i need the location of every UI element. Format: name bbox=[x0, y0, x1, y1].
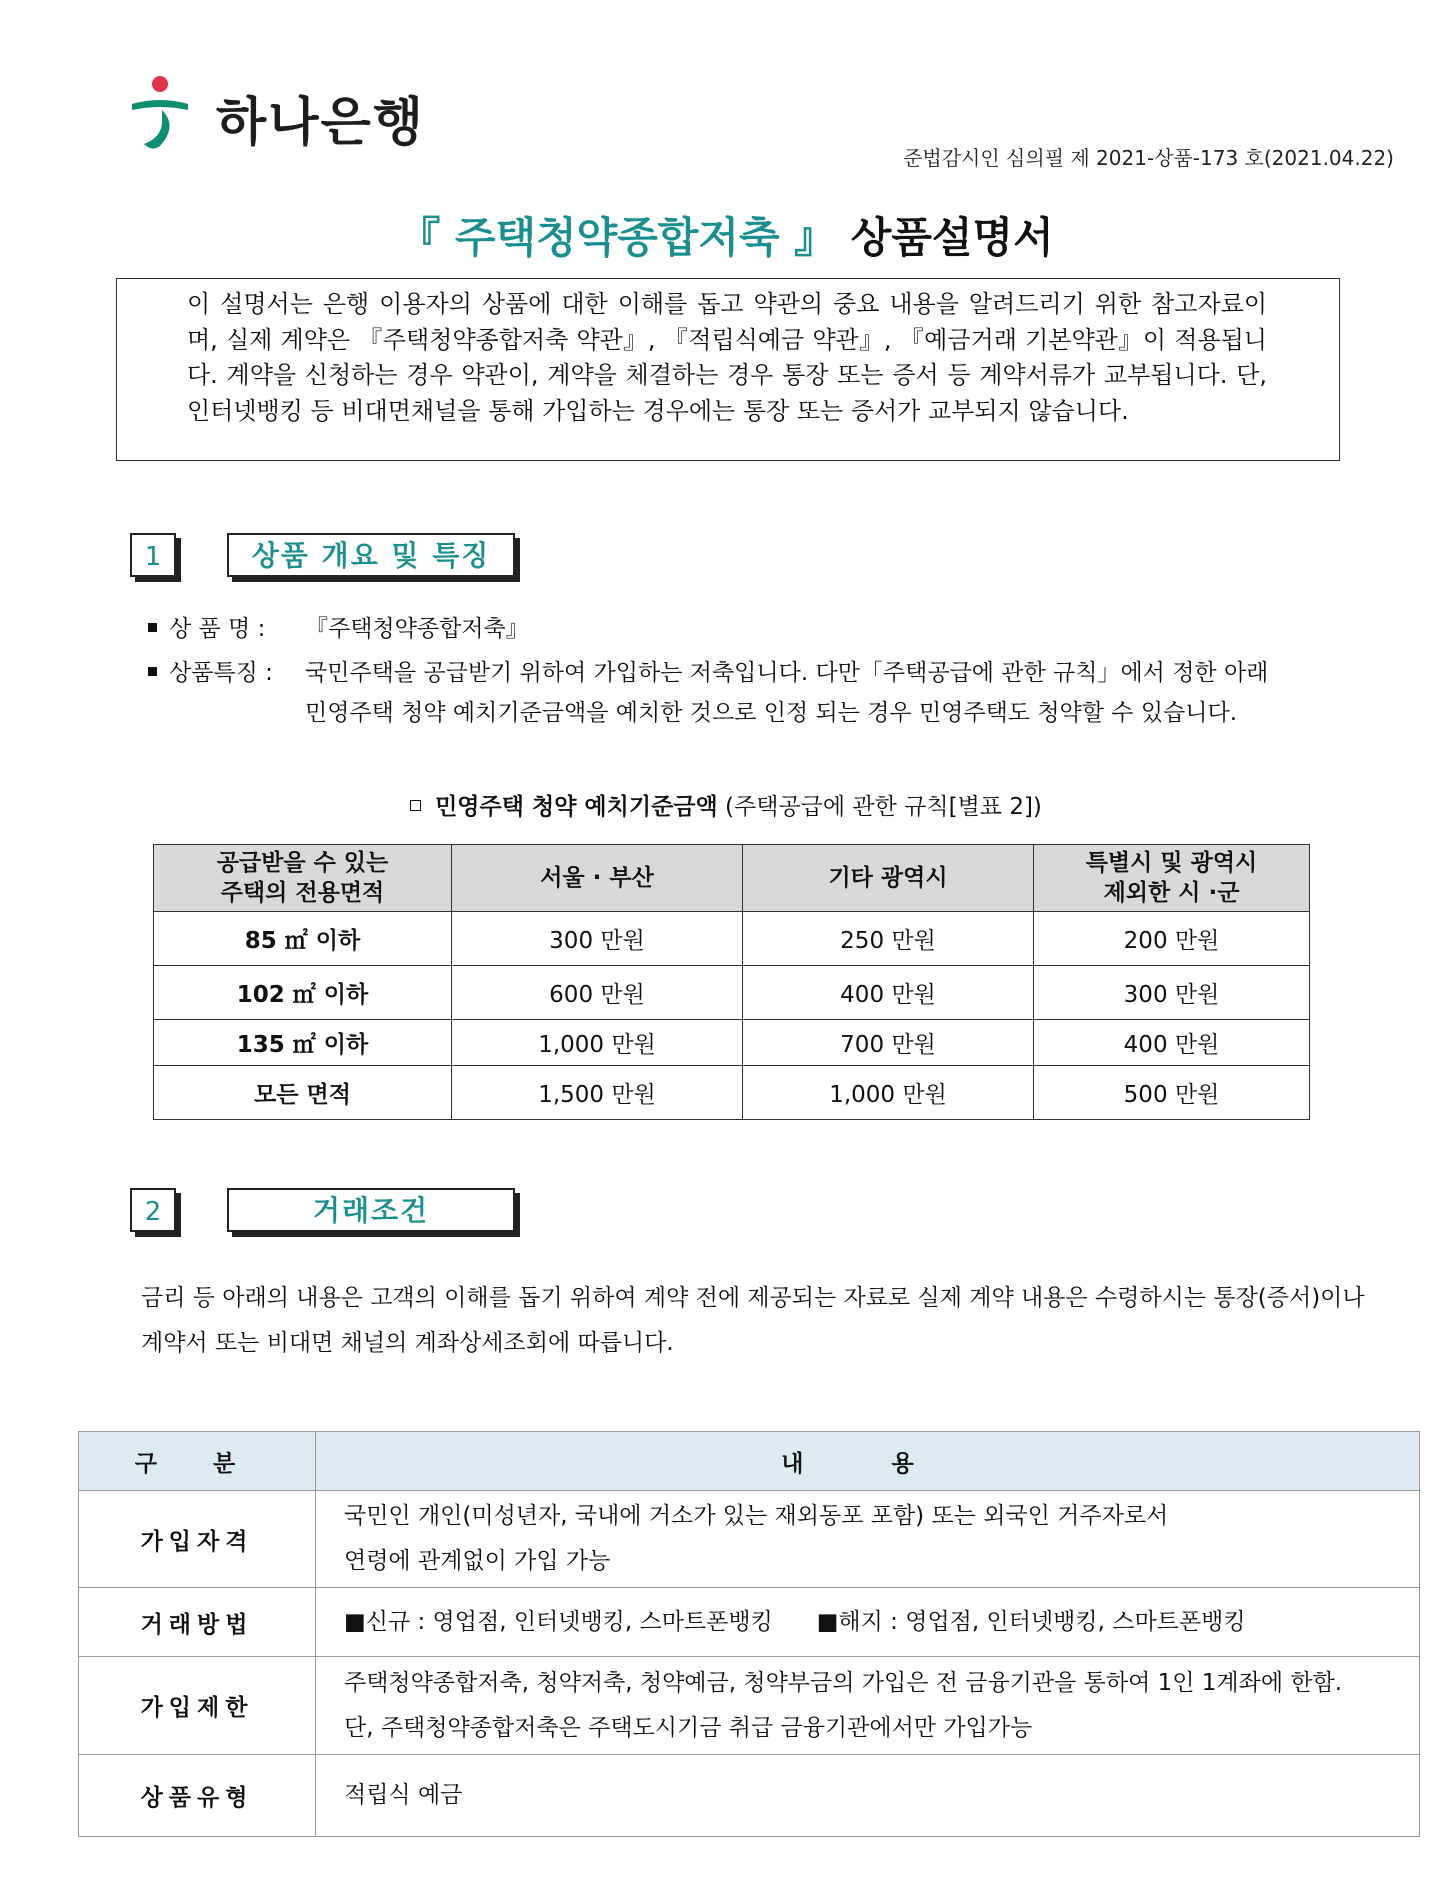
product-name-row bbox=[148, 610, 265, 643]
header-category: 구 분 bbox=[79, 1432, 316, 1491]
bullet-square-icon bbox=[148, 667, 157, 676]
row-content: 적립식 예금 bbox=[316, 1755, 1420, 1837]
row-content bbox=[316, 1491, 1420, 1588]
row-label: 가입제한 bbox=[79, 1657, 316, 1755]
header-other-metro: 기타 광역시 bbox=[743, 845, 1034, 912]
product-name-value: 『주택청약종합저축』 bbox=[305, 616, 529, 642]
row-value: 250 만원 bbox=[743, 912, 1034, 966]
approval-notice: 준법감시인 심의필 제 2021-상품-173 호(2021.04.22) bbox=[903, 146, 1394, 170]
row-area: 102 ㎡ 이하 bbox=[154, 966, 452, 1020]
row-area: 모든 면적 bbox=[154, 1066, 452, 1120]
table-row bbox=[79, 1657, 1420, 1755]
row-value: 200 만원 bbox=[1034, 912, 1310, 966]
deposit-table-caption bbox=[0, 788, 1452, 821]
terms-header-row bbox=[79, 1432, 1420, 1491]
row-value: 1,000 만원 bbox=[452, 1020, 743, 1066]
bullet-square-icon bbox=[148, 623, 157, 632]
row-value: 300 만원 bbox=[1034, 966, 1310, 1020]
header-other-cities: 특별시 및 광역시 제외한 시 ·군 bbox=[1034, 845, 1310, 912]
table-row bbox=[154, 966, 1310, 1020]
row-value: 700 만원 bbox=[743, 1020, 1034, 1066]
section1-title: 상품 개요 및 특징 bbox=[227, 533, 515, 577]
table-row bbox=[79, 1588, 1420, 1657]
product-name-label: 상 품 명 : bbox=[169, 616, 266, 642]
hana-logo-icon bbox=[130, 74, 190, 154]
title-suffix: 상품설명서 bbox=[850, 213, 1054, 262]
product-feature-line2: 민영주택 청약 예치기준금액을 예치한 것으로 인정 되는 경우 민영주택도 청약할 수 있습니다. bbox=[305, 700, 1238, 726]
terms-line1: 금리 등 아래의 내용은 고객의 이해를 돕기 위하여 계약 전에 제공되는 자료로 실제 계약 내용은 수령하시는 통장(증서)이나 bbox=[141, 1285, 1365, 1311]
page-title bbox=[0, 205, 1452, 265]
terms-paragraph bbox=[141, 1276, 1371, 1366]
hana-bank-logo bbox=[130, 74, 430, 154]
caption-rest: (주택공급에 관한 규칙[별표 2]) bbox=[717, 794, 1042, 820]
header-content: 내 용 bbox=[316, 1432, 1420, 1491]
row-value: 300 만원 bbox=[452, 912, 743, 966]
caption-square-icon bbox=[410, 800, 421, 811]
caption-bold: 민영주택 청약 예치기준금액 bbox=[435, 794, 718, 820]
row-value: 600 만원 bbox=[452, 966, 743, 1020]
content-line: 단, 주택청약종합저축은 주택도시기금 취급 금융기관에서만 가입가능 bbox=[344, 1714, 1033, 1741]
row-value: 400 만원 bbox=[743, 966, 1034, 1020]
terms-line2: 계약서 또는 비대면 채널의 계좌상세조회에 따릅니다. bbox=[141, 1330, 674, 1356]
row-value: 1,000 만원 bbox=[743, 1066, 1034, 1120]
intro-box bbox=[116, 278, 1340, 461]
row-area: 85 ㎡ 이하 bbox=[154, 912, 452, 966]
product-feature-label: 상품특징 : bbox=[169, 660, 273, 686]
row-value: 500 만원 bbox=[1034, 1066, 1310, 1120]
table-row bbox=[79, 1755, 1420, 1837]
row-area: 135 ㎡ 이하 bbox=[154, 1020, 452, 1066]
section2-number: 2 bbox=[130, 1188, 176, 1232]
table-row bbox=[154, 1066, 1310, 1120]
terms-table bbox=[78, 1431, 1420, 1837]
intro-text: 이 설명서는 은행 이용자의 상품에 대한 이해를 돕고 약관의 중요 내용을 알려드리기 위한 참고자료이며, 실제 계약은 『주택청약종합저축 약관』, 『적립식예금 약관』, 『예금거래 기본약관』이 적용됩니다. 계약을 신청하는 경우 약관이, 계약을 체결하는 경우 통장 또는 증서 등 계약서류가 교부됩니다. 단, 인터넷뱅킹 등 비대면채널을 통해 가입하는 경우에는 통장 또는 증서가 교부되지 않습니다. bbox=[187, 290, 1267, 425]
table-row bbox=[154, 1020, 1310, 1066]
row-content: ■신규 : 영업점, 인터넷뱅킹, 스마트폰뱅킹 ■해지 : 영업점, 인터넷뱅킹, 스마트폰뱅킹 bbox=[316, 1588, 1420, 1657]
row-label: 거래방법 bbox=[79, 1588, 316, 1657]
table-header-row bbox=[154, 845, 1310, 912]
row-label: 가입자격 bbox=[79, 1491, 316, 1588]
table-row bbox=[154, 912, 1310, 966]
title-product: 『 주택청약종합저축 』 bbox=[398, 213, 837, 262]
content-line: 주택청약종합저축, 청약저축, 청약예금, 청약부금의 가입은 전 금융기관을 통하여 1인 1계좌에 한함. bbox=[344, 1669, 1343, 1696]
row-value: 1,500 만원 bbox=[452, 1066, 743, 1120]
deposit-table bbox=[153, 844, 1310, 1120]
content-line: 국민인 개인(미성년자, 국내에 거소가 있는 재외동포 포함) 또는 외국인 거주자로서 bbox=[344, 1503, 1169, 1529]
header-area: 공급받을 수 있는 주택의 전용면적 bbox=[154, 845, 452, 912]
product-feature-row bbox=[148, 654, 273, 687]
logo-text: 하나은행 bbox=[216, 93, 425, 153]
content-line: 연령에 관계없이 가입 가능 bbox=[344, 1548, 611, 1574]
row-value: 400 만원 bbox=[1034, 1020, 1310, 1066]
section2-title: 거래조건 bbox=[227, 1188, 515, 1232]
row-content bbox=[316, 1657, 1420, 1755]
product-feature-line1: 국민주택을 공급받기 위하여 가입하는 저축입니다. 다만「주택공급에 관한 규칙」에서 정한 아래 bbox=[305, 660, 1269, 686]
header-seoul-busan: 서울 · 부산 bbox=[452, 845, 743, 912]
table-row bbox=[79, 1491, 1420, 1588]
section1-number: 1 bbox=[130, 533, 176, 577]
row-label: 상품유형 bbox=[79, 1755, 316, 1837]
